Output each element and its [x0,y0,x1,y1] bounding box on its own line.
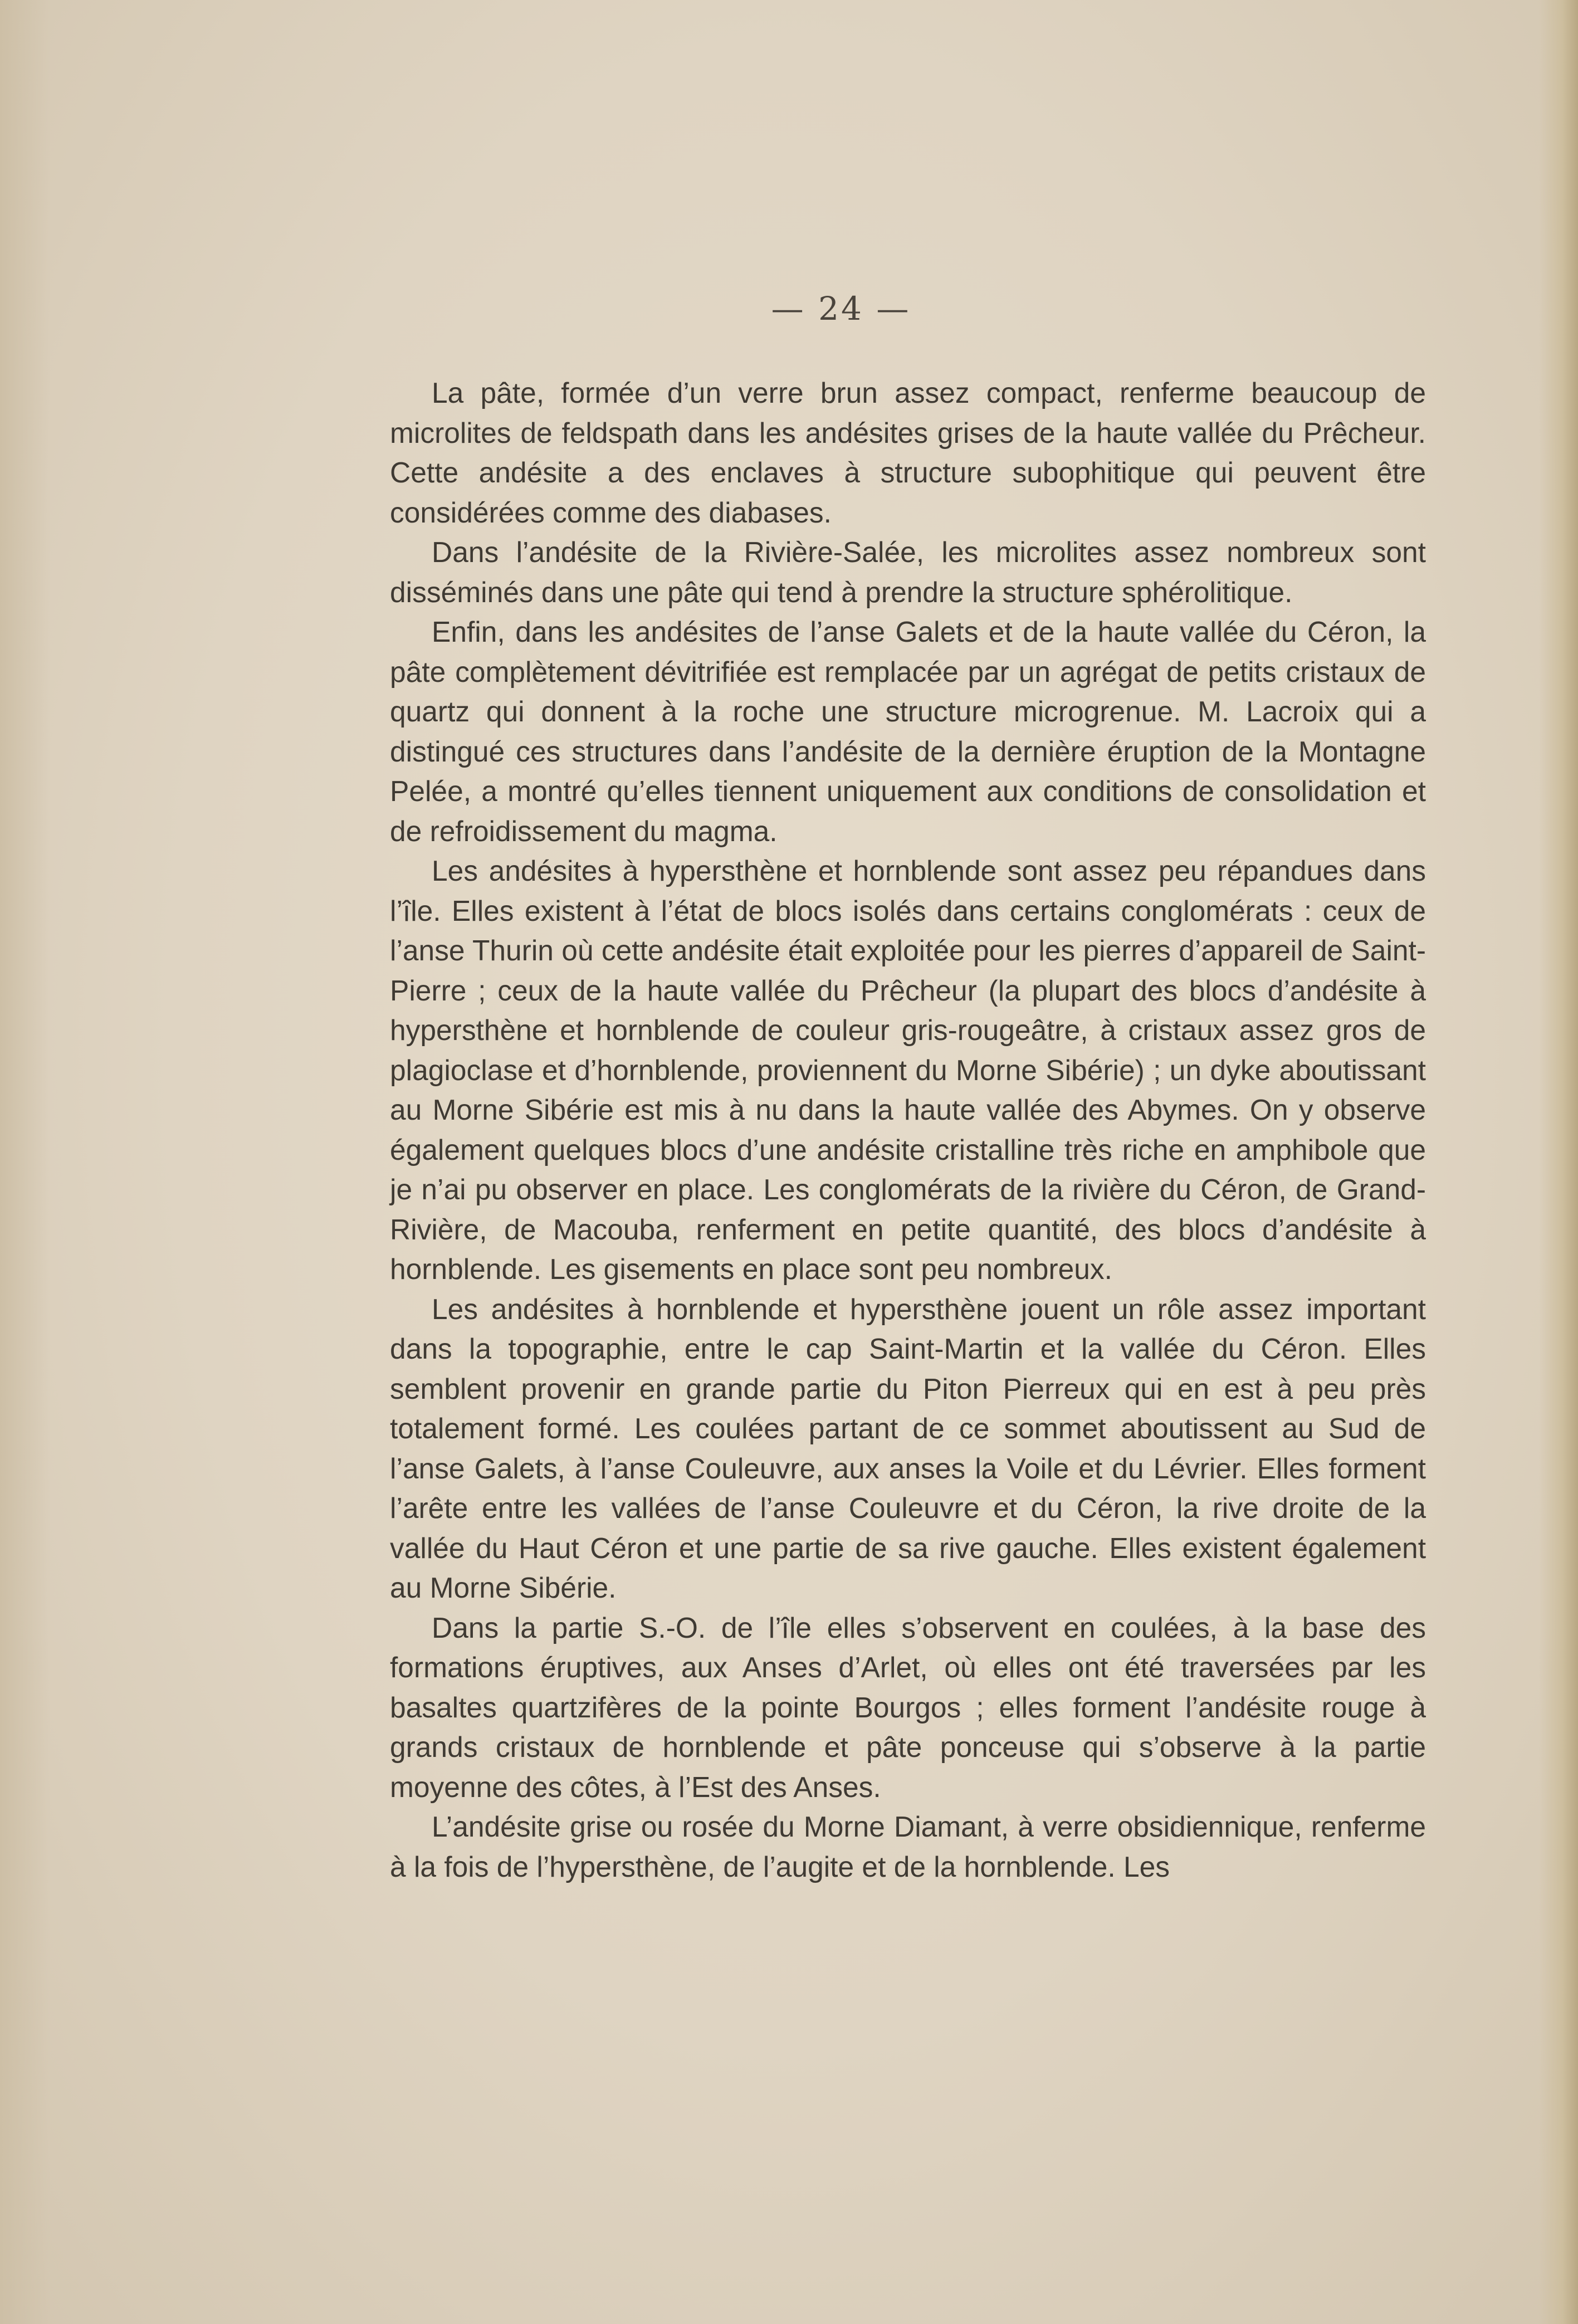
body-text [390,373,1426,1887]
paragraph-6: Dans la partie S.-O. de l’île elles s’observent en coulées, à la base des formations éruptives, aux Anses d’Arlet, où elles ont été traversées par les basaltes quartzifères de la pointe Bourgos ; elles forment l’andésite rouge à grands cristaux de hornblende et pâte ponceuse qui s’observe à la partie moyenne des côtes, à l’Est des Anses. [390,1611,1426,1803]
paragraph-4: Les andésites à hypersthène et hornblende sont assez peu répandues dans l’île. Elles existent à l’état de blocs isolés dans certains conglomérats : ceux de l’anse Thurin où cette andésite était exploitée pour les pierres d’appareil de Saint-Pierre ; ceux de la haute vallée du Prêcheur (la plupart des blocs d’andésite à hypersthène et hornblende de couleur gris-rougeâtre, à cristaux assez gros de plagioclase et d’hornblende, proviennent du Morne Sibérie) ; un dyke aboutissant au Morne Sibérie est mis à nu dans la haute vallée des Abymes. On y observe également quelques blocs d’une andésite cristalline très riche en amphibole que je n’ai pu observer en place. Les conglomérats de la rivière du Céron, de Grand-Rivière, de Macouba, renferment en petite quantité, des blocs d’andésite à hornblende. Les gisements en place sont peu nombreux. [390,855,1426,1285]
page-number: — 24 — [771,290,911,328]
paragraph-2: Dans l’andésite de la Rivière-Salée, les microlites assez nombreux sont disséminés dans une pâte qui tend à prendre la structure sphérolitique. [390,536,1426,608]
right-page-edge [1539,0,1578,2324]
paragraph-7: L’andésite grise ou rosée du Morne Diamant, à verre obsidiennique, renferme à la fois de l’hypersthène, de l’augite et de la hornblende. Les [390,1810,1426,1883]
paragraph-1: La pâte, formée d’un verre brun assez compact, renferme beaucoup de microlites de feldspath dans les andésites grises de la haute vallée du Prêcheur. Cette andésite a des enclaves à structure subophitique qui peuvent être considérées comme des diabases. [390,377,1426,529]
paragraph-3: Enfin, dans les andésites de l’anse Galets et de la haute vallée du Céron, la pâte complètement dévitrifiée est remplacée par un agrégat de petits cristaux de quartz qui donnent à la roche une structure microgrenue. M. Lacroix qui a distingué ces structures dans l’andésite de la dernière éruption de la Montagne Pelée, a montré qu’elles tiennent uniquement aux conditions de consolidation et de refroidissement du magma. [390,616,1426,847]
left-page-edge [0,0,50,2324]
paragraph-5: Les andésites à hornblende et hypersthène jouent un rôle assez important dans la topographie, entre le cap Saint-Martin et la vallée du Céron. Elles semblent provenir en grande partie du Piton Pierreux qui en est à peu près totalement formé. Les coulées partant de ce sommet aboutissent au Sud de l’anse Galets, à l’anse Couleuvre, aux anses la Voile et du Lévrier. Elles forment l’arête entre les vallées de l’anse Couleuvre et du Céron, la rive droite de la vallée du Haut Céron et une partie de sa rive gauche. Elles existent également au Morne Sibérie. [390,1292,1426,1604]
